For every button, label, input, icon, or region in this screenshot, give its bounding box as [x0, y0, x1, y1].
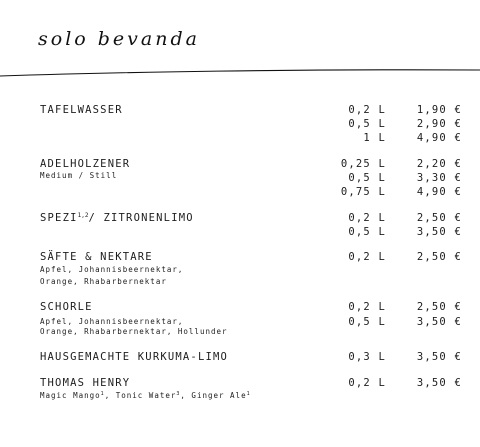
item-price: 3,30 €: [416, 172, 462, 184]
item-name: SÄFTE & NEKTARE: [40, 251, 153, 263]
allergen-footnote: 1: [100, 391, 105, 397]
item-volume: 0,75 L: [340, 186, 386, 198]
item-name: HAUSGEMACHTE KURKUMA-LIMO: [40, 351, 229, 363]
price-row: [40, 158, 470, 171]
item-volume: 0,2 L: [348, 251, 386, 263]
header-divider-line: [0, 66, 480, 80]
item-volume: 0,2 L: [348, 301, 386, 313]
menu-item-adelholzener: [40, 158, 470, 198]
item-volume: 0,25 L: [340, 158, 386, 170]
item-volume: 1 L: [363, 132, 386, 144]
item-volume: 0,5 L: [348, 172, 386, 184]
item-price: 3,50 €: [416, 226, 462, 238]
price-row: [40, 212, 470, 225]
menu-item-thomas-henry: [40, 377, 470, 402]
price-row: [40, 251, 470, 264]
item-description: Orange, Rhabarbernektar, Hollunder: [40, 327, 228, 336]
item-price: 2,50 €: [416, 301, 462, 313]
item-name: THOMAS HENRY: [40, 377, 131, 389]
allergen-footnote: 1,2: [77, 212, 89, 219]
price-row: [40, 316, 470, 329]
price-row: [40, 301, 470, 314]
menu-item-tafelwasser: [40, 104, 470, 144]
item-volume: 0,2 L: [348, 104, 386, 116]
price-row: [40, 226, 470, 239]
allergen-footnote: 1: [246, 391, 251, 397]
item-name: SPEZI$^{1,2}$/ ZITRONENLIMO: [40, 212, 194, 224]
price-row: [40, 118, 470, 131]
item-price: 2,90 €: [416, 118, 462, 130]
item-price: 2,50 €: [416, 212, 462, 224]
item-description: Medium / Still: [40, 171, 118, 180]
item-price: 4,90 €: [416, 132, 462, 144]
item-name: ADELHOLZENER: [40, 158, 131, 170]
item-volume: 0,3 L: [348, 351, 386, 363]
item-price: 2,50 €: [416, 251, 462, 263]
menu-item-kurkuma-limo: [40, 351, 470, 364]
item-volume: 0,5 L: [348, 118, 386, 130]
item-name: SCHORLE: [40, 301, 93, 313]
menu-item-schorle: [40, 301, 470, 338]
price-row: [40, 132, 470, 145]
item-description: Orange, Rhabarbernektar: [40, 277, 167, 286]
item-volume: 0,2 L: [348, 377, 386, 389]
item-price: 4,90 €: [416, 186, 462, 198]
item-price: 1,90 €: [416, 104, 462, 116]
item-description: Magic Mango$^1$, Tonic Water$^3$, Ginger Ale$^1$: [40, 391, 251, 400]
price-row: [40, 104, 470, 117]
price-row: [40, 377, 470, 390]
item-price: 3,50 €: [416, 377, 462, 389]
item-volume: 0,5 L: [348, 226, 386, 238]
menu-item-saefte-nektare: [40, 251, 470, 288]
item-price: 3,50 €: [416, 316, 462, 328]
item-description: Apfel, Johannisbeernektar,: [40, 317, 184, 326]
menu-item-spezi-zitronenlimo: [40, 212, 470, 238]
item-description: Apfel, Johannisbeernektar,: [40, 265, 184, 274]
price-row: [40, 351, 470, 364]
item-price: 3,50 €: [416, 351, 462, 363]
allergen-footnote: 3: [176, 391, 181, 397]
item-volume: 0,5 L: [348, 316, 386, 328]
menu-title: solo bevanda: [38, 28, 200, 50]
item-price: 2,20 €: [416, 158, 462, 170]
item-volume: 0,2 L: [348, 212, 386, 224]
price-row: [40, 172, 470, 185]
price-row: [40, 186, 470, 199]
item-name: TAFELWASSER: [40, 104, 123, 116]
